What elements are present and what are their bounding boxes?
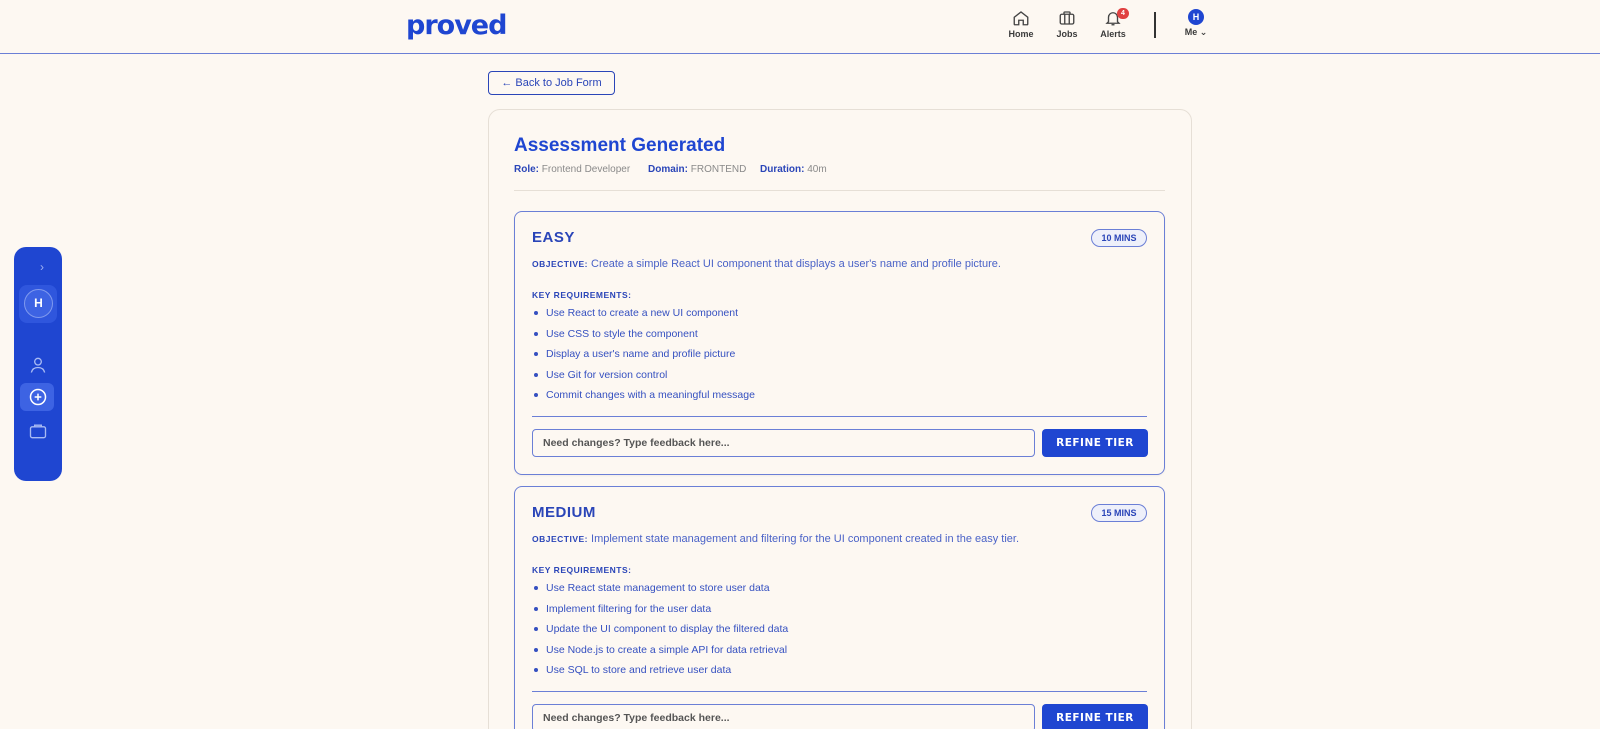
list-item: Update the UI component to display the filtered data (532, 622, 788, 643)
rail-avatar: H (24, 289, 53, 318)
nav-alerts-label: Alerts (1100, 29, 1126, 39)
logo[interactable]: proved (406, 10, 507, 41)
list-item: Use Node.js to create a simple API for data retrieval (532, 643, 788, 664)
briefcase-icon[interactable] (28, 421, 48, 441)
tier-divider (532, 416, 1147, 417)
objective-text: Create a simple React UI component that displays a user's name and profile picture. (591, 258, 1001, 270)
objective-text: Implement state management and filtering for the UI component created in the easy tier. (591, 533, 1020, 545)
avatar: H (1188, 9, 1204, 25)
nav-home-label: Home (1008, 29, 1034, 39)
nav-me-label: Me (1184, 27, 1198, 37)
tier-name: MEDIUM (532, 504, 596, 521)
tier-card-medium (514, 486, 1165, 729)
nav-divider (1154, 12, 1156, 38)
feedback-input[interactable] (532, 704, 1035, 729)
side-rail (14, 247, 62, 481)
nav-alerts[interactable] (1088, 9, 1138, 45)
tier-objective (532, 258, 1001, 270)
refine-tier-button[interactable]: REFINE TIER (1042, 429, 1148, 457)
meta-domain-key: Domain: (648, 164, 688, 175)
list-item: Use React state management to store user data (532, 581, 788, 602)
list-item: Commit changes with a meaningful message (532, 388, 755, 409)
meta-duration-value: 40m (807, 164, 827, 175)
nav-me-menu[interactable] (1171, 9, 1221, 45)
meta-role-key: Role: (514, 164, 539, 175)
rail-profile[interactable] (19, 285, 57, 323)
tier-duration-badge: 10 MINS (1091, 229, 1147, 247)
objective-label: OBJECTIVE: (532, 259, 589, 269)
nav-jobs-label: Jobs (1056, 29, 1078, 39)
user-icon[interactable] (28, 355, 48, 375)
meta-domain (648, 164, 746, 175)
tier-divider (532, 691, 1147, 692)
requirements-heading: KEY REQUIREMENTS: (532, 565, 632, 575)
objective-label: OBJECTIVE: (532, 534, 589, 544)
meta-role-value: Frontend Developer (541, 164, 631, 175)
briefcase-icon (1058, 9, 1076, 27)
meta-domain-value: FRONTEND (690, 164, 747, 175)
nav-jobs[interactable] (1042, 9, 1092, 45)
page-title: Assessment Generated (514, 135, 726, 156)
home-icon (1012, 9, 1030, 27)
meta-duration (760, 164, 827, 175)
plus-circle-icon[interactable] (28, 387, 48, 407)
back-to-job-form-button[interactable]: ← Back to Job Form (488, 71, 615, 95)
list-item: Use SQL to store and retrieve user data (532, 663, 788, 684)
list-item: Implement filtering for the user data (532, 602, 788, 623)
expand-rail-chevron-icon[interactable]: › (40, 260, 44, 274)
refine-tier-button[interactable]: REFINE TIER (1042, 704, 1148, 729)
meta-duration-key: Duration: (760, 164, 805, 175)
title-divider (514, 190, 1165, 191)
nav-home[interactable] (996, 9, 1046, 45)
tier-name: EASY (532, 229, 575, 246)
alerts-count-badge: 4 (1117, 8, 1129, 19)
top-navbar (0, 0, 1600, 54)
requirements-list (532, 306, 755, 409)
requirements-heading: KEY REQUIREMENTS: (532, 290, 632, 300)
requirements-list (532, 581, 788, 684)
list-item: Display a user's name and profile picture (532, 347, 755, 368)
list-item: Use React to create a new UI component (532, 306, 755, 327)
meta-role (514, 164, 630, 175)
feedback-input[interactable] (532, 429, 1035, 457)
list-item: Use CSS to style the component (532, 327, 755, 348)
list-item: Use Git for version control (532, 368, 755, 389)
tier-card-easy (514, 211, 1165, 475)
tier-objective (532, 533, 1019, 545)
chevron-down-icon: ⌄ (1199, 27, 1208, 37)
tier-duration-badge: 15 MINS (1091, 504, 1147, 522)
